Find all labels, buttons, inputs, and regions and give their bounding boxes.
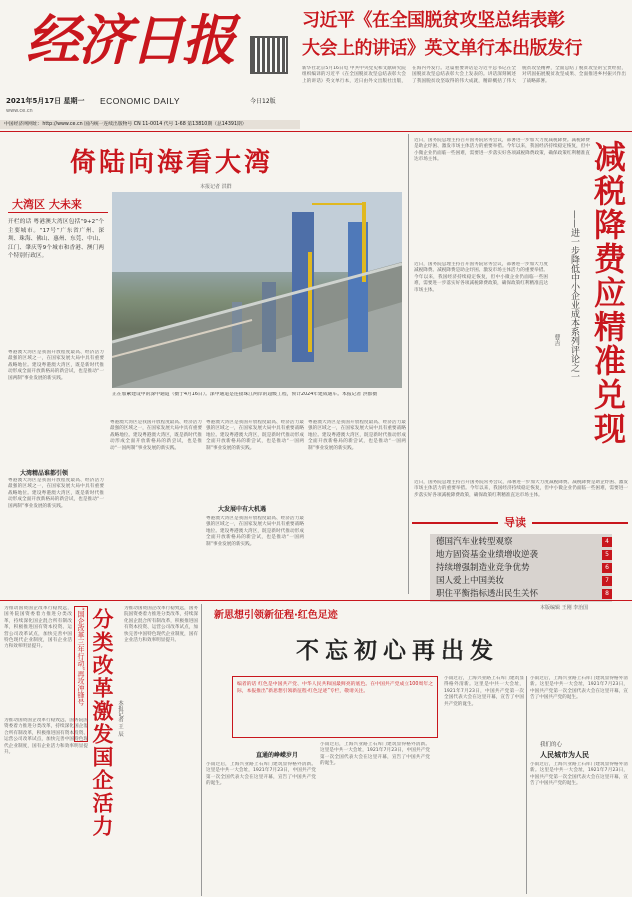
masthead-date: 2021年5月17日 星期一: [6, 97, 85, 105]
qr-code: [250, 36, 288, 74]
masthead-url[interactable]: www.ce.cn: [6, 108, 33, 114]
commentary-divider: [408, 134, 409, 594]
mission-subhead: 直通的峥嵘岁月: [256, 752, 299, 759]
guide-item-page: 7: [602, 576, 612, 586]
bridge-photo: [112, 192, 402, 388]
mission-body-col-3: 小雨过后，上海兴业路上石库门建筑显得格外清新。这里是中共一大会址，1921年7月23日，中国共产党第一次全国代表大会在这里开幕，宣告了中国共产党的诞生。: [444, 676, 524, 707]
mission-editor-note: 编者的话 红色是中国共产党、中华人民共和国最鲜亮的底色。在中国共产党成立100周年之际，本报推出“新思想引领新征程·红色足迹”专栏，敬请关注。: [237, 682, 433, 695]
info-bar: 中国经济网网址：http://www.ce.cn 国内统一连续出版物号 CN 11-0014 代号 1-68 第13810期（总14391期）: [0, 120, 300, 129]
mission-side-divider: [526, 676, 527, 894]
feature-body-col-3b: 粤港澳大湾区是我国开放程度最高、经济活力最强的区域之一，在国家发展大局中具有重要战略地位。建设粤港澳大湾区，既是新时代推动形成全面开放新格局的新尝试，也是推动“一国两制”事业发展的新实践。: [206, 516, 304, 547]
guide-item-page: 6: [602, 563, 612, 573]
section-label-rule: [8, 212, 108, 213]
mission-body-col-2: 小雨过后，上海兴业路上石库门建筑显得格外清新。这里是中共一大会址，1921年7月23日，中国共产党第一次全国代表大会在这里开幕，宣告了中国共产党的诞生。: [320, 742, 430, 767]
feature-title: 倚陆向海看大湾: [70, 148, 274, 178]
guide-item-title: 国人爱上中国美妆: [436, 576, 505, 586]
guide-item-title: 职住平衡指标透出民生关怀: [436, 589, 539, 599]
mission-editor-box: [232, 676, 438, 738]
feature-intro: 开栏的话 粤港澳大湾区包括“9+2”个主要城市。“17号”广东省广州、深圳、珠海、佛山、惠州、东莞、中山、江门、肇庆等9个城市和香港、澳门两个特别行政区。: [8, 219, 104, 260]
commentary-title: 减税降费应精准兑现: [589, 140, 627, 446]
feature-body-left: 粤港澳大湾区是我国开放程度最高、经济活力最强的区域之一，在国家发展大局中具有重要战略地位。建设粤港澳大湾区，既是新时代推动形成全面开放新格局的新尝试，也是推动“一国两制”事业发展的新实践。: [8, 350, 104, 381]
commentary-author: 曹吉: [553, 334, 560, 346]
reform-divider: [201, 604, 202, 896]
feature-subhead-2: 大发展中有大机遇: [218, 506, 267, 513]
masthead-english-name: ECONOMIC DAILY: [100, 96, 181, 106]
photo-caption: 正在加紧建设中的深中通道（摄于4月16日）。深中通道是连接珠江两岸的超级工程，预计2024年建成通车。本报记者 洪群摄: [112, 392, 378, 397]
reform-body-col-2: 为推动国资国企改革行稳致远，国务院国资委着力推进分类改革，持续深化国企混合所有制改革，积极推进国有资本投资、运营公司改革试点，加快完善中国特色现代企业制度，国有企业活力和效率明显提升。: [124, 606, 198, 644]
feature-body-col-3: 粤港澳大湾区是我国开放程度最高、经济活力最强的区域之一，在国家发展大局中具有重要战略地位。建设粤港澳大湾区，既是新时代推动形成全面开放新格局的新尝试，也是推动“一国两制”事业发展的新实践。: [206, 420, 304, 451]
top-story-headline-1: 习近平《在全国脱贫攻坚总结表彰: [302, 10, 565, 31]
editor-note: 本版编辑 王刚 李治国: [540, 605, 589, 611]
mission-body-col-1: 小雨过后，上海兴业路上石库门建筑显得格外清新。这里是中共一大会址，1921年7月23日，中国共产党第一次全国代表大会在这里开幕，宣告了中国共产党的诞生。: [206, 762, 316, 787]
commentary-subtitle: ——进一步降低中小企业成本系列评论之一: [569, 210, 579, 381]
mission-side-body: 小雨过后，上海兴业路上石库门建筑显得格外清新。这里是中共一大会址，1921年7月23日，中国共产党第一次全国代表大会在这里开幕，宣告了中国共产党的诞生。: [530, 762, 628, 787]
guide-panel: [412, 514, 628, 600]
reform-body-main: 为推动国资国企改革行稳致远，国务院国资委着力推进分类改革，持续深化国企混合所有制改革，积极推进国有资本投资、运营公司改革试点，加快完善中国特色现代企业制度，国有企业活力和效率明显提升。: [4, 718, 88, 756]
feature-byline: 本报记者 洪群: [200, 184, 232, 190]
reform-author: 本报记者 王 辰: [117, 700, 123, 737]
reform-title: 分类改革激发国企活力: [90, 608, 115, 838]
top-divider: [0, 131, 632, 132]
guide-item-title: 德国汽车业转型观察: [436, 537, 513, 547]
masthead-issue: 今日12版: [250, 98, 276, 105]
guide-list: [430, 534, 626, 600]
commentary-body-top: 近日，国务院总理主持召开国务院常务会议，部署进一步加大力度减税降费。减税降费是助企纾困、激发市场主体活力的重要举措。今年以来，我国经济持续稳定恢复，但中小微企业仍面临一些困难，需要进一步落实好各项减税降费政策，确保政策红利精准直达市场主体。: [414, 138, 590, 163]
mission-side-subheading: 人民城市为人民: [540, 751, 589, 759]
feature-body-col-2: 粤港澳大湾区是我国开放程度最高、经济活力最强的区域之一，在国家发展大局中具有重要战略地位。建设粤港澳大湾区，既是新时代推动形成全面开放新格局的新尝试，也是推动“一国两制”事业发展的新实践。: [110, 420, 202, 451]
reform-body-top: 为推动国资国企改革行稳致远，国务院国资委着力推进分类改革，持续深化国企混合所有制改革，积极推进国有资本投资、运营公司改革试点，加快完善中国特色现代企业制度，国有企业活力和效率明显提升。: [4, 606, 72, 650]
feature-body-left-2: 粤港澳大湾区是我国开放程度最高、经济活力最强的区域之一，在国家发展大局中具有重要战略地位。建设粤港澳大湾区，既是新时代推动形成全面开放新格局的新尝试，也是推动“一国两制”事业发展的新实践。: [8, 478, 104, 509]
top-story-body: 新华社北京5月16日电 中共中央党史和文献研究院组织编译的习近平《在全国脱贫攻坚总结表彰大会上的讲话》英文单行本，近日由外文出版社出版，在海内外发行。这篇重要讲话是习近平总书记在全国脱贫攻坚总结表彰大会上发表的。讲话深刻阐述了我国脱贫攻坚取得的伟大成就，精辟概括了伟大脱贫攻坚精神，全面总结了脱贫攻坚的宝贵经验，对巩固拓展脱贫攻坚成果、全面推进乡村振兴作出了战略部署。: [302, 66, 626, 84]
feature-body-col-4: 粤港澳大湾区是我国开放程度最高、经济活力最强的区域之一，在国家发展大局中具有重要战略地位。建设粤港澳大湾区，既是新时代推动形成全面开放新格局的新尝试，也是推动“一国两制”事业发展的新实践。: [308, 420, 406, 451]
mission-banner: 新思想引领新征程·红色足迹: [214, 610, 338, 621]
guide-item-title: 持续增强制造业竞争优势: [436, 563, 530, 573]
mid-divider: [0, 600, 632, 601]
commentary-body-mid: 近日，国务院总理主持召开国务院常务会议，部署进一步加大力度减税降费。减税降费是助企纾困、激发市场主体活力的重要举措。今年以来，我国经济持续稳定恢复，但中小微企业仍面临一些困难，需要进一步落实好各项减税降费政策，确保政策红利精准直达市场主体。: [414, 262, 548, 293]
guide-label: 导读: [498, 514, 532, 530]
guide-item-page: 4: [602, 537, 612, 547]
feature-section-label: 大湾区 大未来: [12, 198, 82, 211]
mission-side-heading: 我们的心: [540, 742, 563, 748]
mission-title: 不忘初心再出发: [296, 637, 499, 664]
bridge-illustration: [112, 192, 402, 388]
reform-series: “国企改革三年行动”再攻冲锋号: [77, 607, 85, 706]
guide-item-page: 5: [602, 550, 612, 560]
top-story-headline-2: 大会上的讲话》英文单行本出版发行: [302, 38, 582, 59]
mission-side-body-top: 小雨过后，上海兴业路上石库门建筑显得格外清新。这里是中共一大会址，1921年7月23日，中国共产党第一次全国代表大会在这里开幕，宣告了中国共产党的诞生。: [530, 676, 628, 701]
top-story: [300, 2, 628, 120]
feature-subhead-1: 大湾精品谁都引领: [20, 470, 69, 477]
masthead-logo: 经济日报: [26, 8, 234, 72]
commentary-body-bottom: 近日，国务院总理主持召开国务院常务会议，部署进一步加大力度减税降费。减税降费是助企纾困、激发市场主体活力的重要举措。今年以来，我国经济持续稳定恢复，但中小微企业仍面临一些困难，需要进一步落实好各项减税降费政策，确保政策红利精准直达市场主体。: [414, 480, 628, 498]
guide-item-title: 地方固资基金业绩增收逆袭: [436, 550, 539, 560]
guide-item-page: 8: [602, 589, 612, 599]
